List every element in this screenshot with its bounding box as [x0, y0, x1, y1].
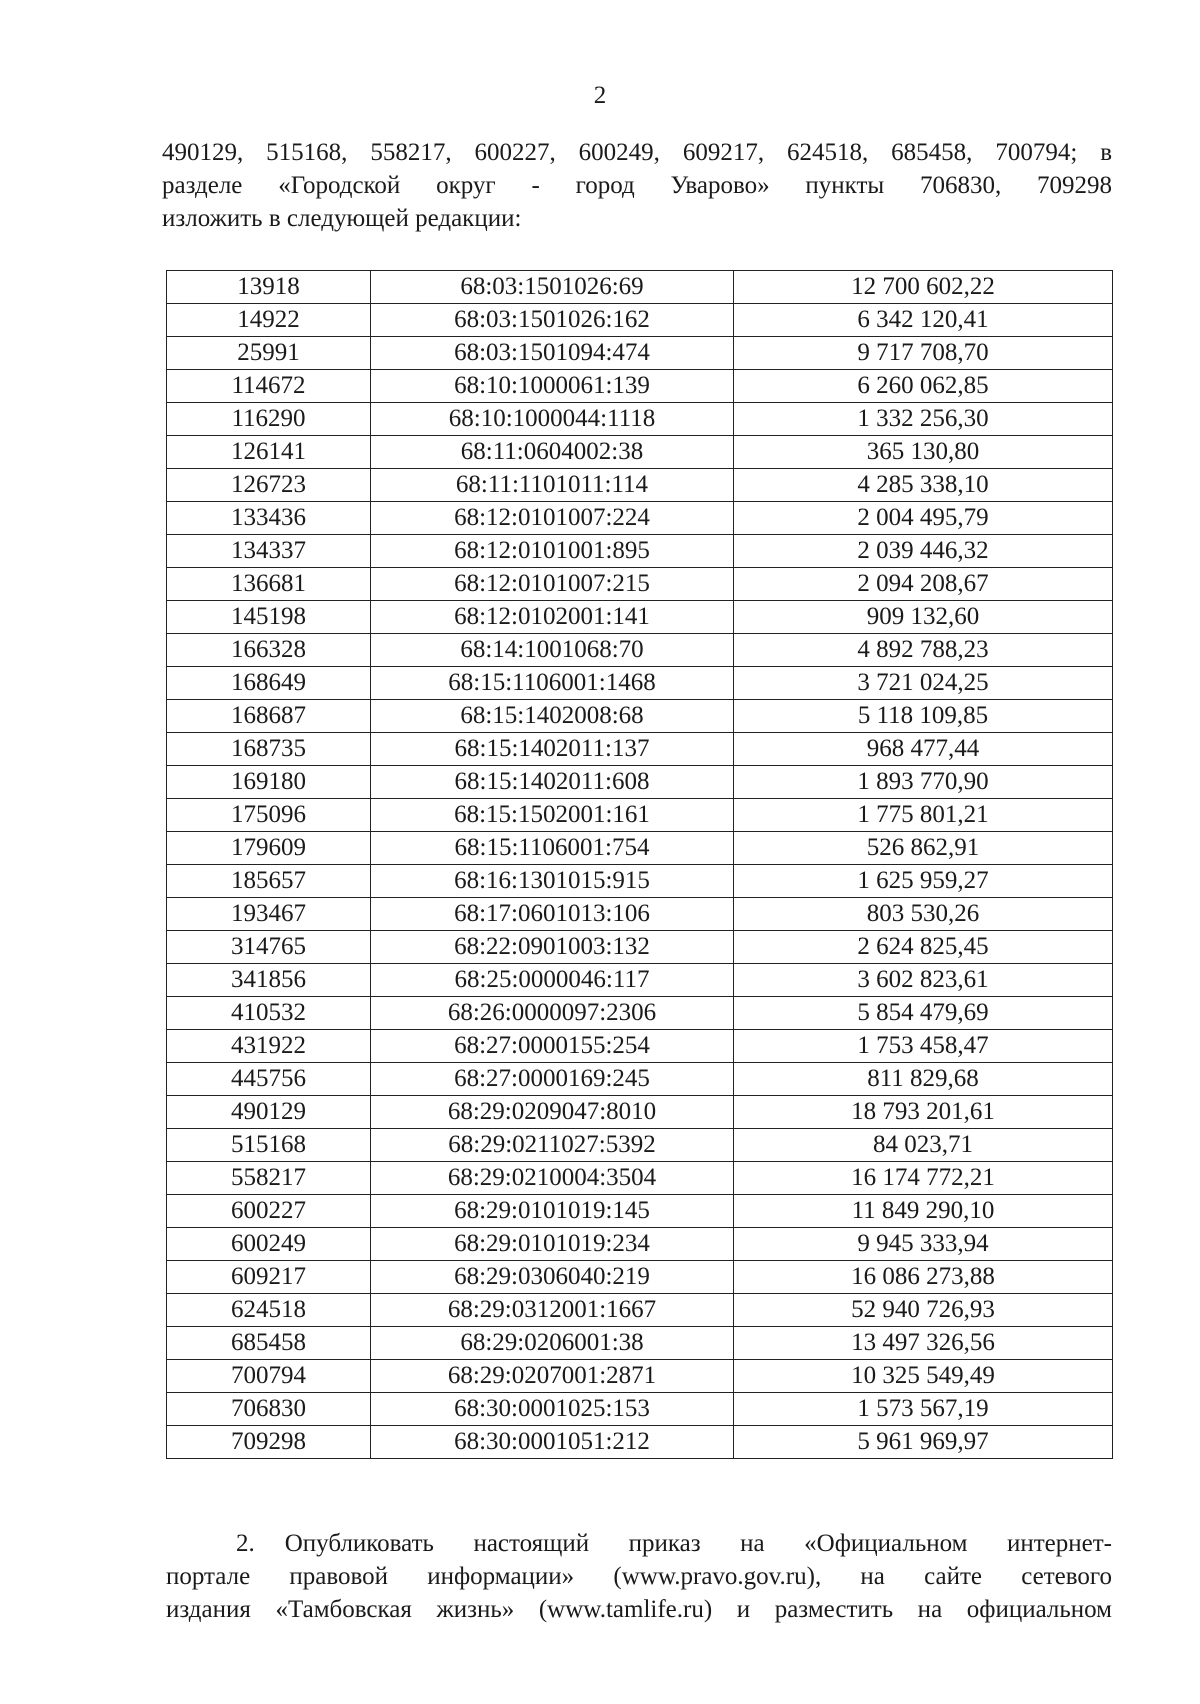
row-number-cell: 515168 — [167, 1129, 371, 1162]
table-row — [167, 700, 1113, 733]
paragraph-2 — [166, 1527, 1112, 1626]
row-number-cell: 168687 — [167, 700, 371, 733]
table-row — [167, 1096, 1113, 1129]
cadastral-number-cell: 68:29:0306040:219 — [371, 1261, 734, 1294]
table-row — [167, 337, 1113, 370]
table-row — [167, 601, 1113, 634]
cadastral-number-cell: 68:10:1000044:1118 — [371, 403, 734, 436]
cadastral-number-cell: 68:17:0601013:106 — [371, 898, 734, 931]
table-row — [167, 1063, 1113, 1096]
cadastral-value-cell: 9 945 333,94 — [734, 1228, 1113, 1261]
table-row — [167, 370, 1113, 403]
row-number-cell: 558217 — [167, 1162, 371, 1195]
paragraph-2-line-1-text: Опубликовать настоящий приказ на «Официальном интернет- — [284, 1530, 1112, 1557]
row-number-cell: 179609 — [167, 832, 371, 865]
row-number-cell: 431922 — [167, 1030, 371, 1063]
table-row — [167, 667, 1113, 700]
row-number-cell: 706830 — [167, 1393, 371, 1426]
row-number-cell: 624518 — [167, 1294, 371, 1327]
row-number-cell: 341856 — [167, 964, 371, 997]
cadastral-number-cell: 68:27:0000155:254 — [371, 1030, 734, 1063]
intro-line-3: изложить в следующей редакции: — [162, 205, 522, 232]
row-number-cell: 133436 — [167, 502, 371, 535]
row-number-cell: 490129 — [167, 1096, 371, 1129]
cadastral-value-cell: 6 342 120,41 — [734, 304, 1113, 337]
cadastral-number-cell: 68:27:0000169:245 — [371, 1063, 734, 1096]
cadastral-number-cell: 68:15:1402011:608 — [371, 766, 734, 799]
cadastral-value-cell: 2 004 495,79 — [734, 502, 1113, 535]
cadastral-value-cell: 9 717 708,70 — [734, 337, 1113, 370]
cadastral-value-cell: 1 753 458,47 — [734, 1030, 1113, 1063]
cadastral-value-cell: 84 023,71 — [734, 1129, 1113, 1162]
row-number-cell: 314765 — [167, 931, 371, 964]
cadastral-number-cell: 68:29:0101019:145 — [371, 1195, 734, 1228]
cadastral-number-cell: 68:14:1001068:70 — [371, 634, 734, 667]
row-number-cell: 136681 — [167, 568, 371, 601]
table-row — [167, 634, 1113, 667]
cadastral-number-cell: 68:03:1501026:69 — [371, 271, 734, 304]
cadastral-number-cell: 68:03:1501026:162 — [371, 304, 734, 337]
cadastral-number-cell: 68:15:1106001:754 — [371, 832, 734, 865]
row-number-cell: 25991 — [167, 337, 371, 370]
cadastral-number-cell: 68:29:0210004:3504 — [371, 1162, 734, 1195]
table-row — [167, 304, 1113, 337]
cadastral-value-cell: 1 625 959,27 — [734, 865, 1113, 898]
table-row — [167, 1294, 1113, 1327]
cadastral-value-cell: 365 130,80 — [734, 436, 1113, 469]
cadastral-value-cell: 811 829,68 — [734, 1063, 1113, 1096]
cadastral-number-cell: 68:29:0206001:38 — [371, 1327, 734, 1360]
cadastral-value-table — [166, 270, 1113, 1459]
row-number-cell: 445756 — [167, 1063, 371, 1096]
row-number-cell: 166328 — [167, 634, 371, 667]
cadastral-number-cell: 68:03:1501094:474 — [371, 337, 734, 370]
table-row — [167, 469, 1113, 502]
table-row — [167, 1162, 1113, 1195]
paragraph-2-line-1 — [166, 1527, 1112, 1560]
table-row — [167, 403, 1113, 436]
cadastral-number-cell: 68:29:0207001:2871 — [371, 1360, 734, 1393]
cadastral-value-cell: 13 497 326,56 — [734, 1327, 1113, 1360]
cadastral-value-cell: 16 174 772,21 — [734, 1162, 1113, 1195]
table-row — [167, 1195, 1113, 1228]
cadastral-value-cell: 4 285 338,10 — [734, 469, 1113, 502]
cadastral-number-cell: 68:15:1402008:68 — [371, 700, 734, 733]
row-number-cell: 168735 — [167, 733, 371, 766]
cadastral-value-cell: 2 094 208,67 — [734, 568, 1113, 601]
cadastral-number-cell: 68:29:0101019:234 — [371, 1228, 734, 1261]
cadastral-value-cell: 5 854 479,69 — [734, 997, 1113, 1030]
cadastral-number-cell: 68:12:0101001:895 — [371, 535, 734, 568]
cadastral-number-cell: 68:29:0312001:1667 — [371, 1294, 734, 1327]
cadastral-value-cell: 1 893 770,90 — [734, 766, 1113, 799]
table-body — [167, 271, 1113, 1459]
row-number-cell: 609217 — [167, 1261, 371, 1294]
cadastral-value-cell: 3 721 024,25 — [734, 667, 1113, 700]
row-number-cell: 175096 — [167, 799, 371, 832]
row-number-cell: 145198 — [167, 601, 371, 634]
row-number-cell: 193467 — [167, 898, 371, 931]
cadastral-number-cell: 68:12:0102001:141 — [371, 601, 734, 634]
table-row — [167, 865, 1113, 898]
row-number-cell: 700794 — [167, 1360, 371, 1393]
intro-paragraph — [162, 136, 1112, 235]
row-number-cell: 134337 — [167, 535, 371, 568]
table-row — [167, 502, 1113, 535]
paragraph-2-number: 2. — [236, 1530, 255, 1557]
table-row — [167, 799, 1113, 832]
row-number-cell: 685458 — [167, 1327, 371, 1360]
table-row — [167, 997, 1113, 1030]
intro-line-1: 490129, 515168, 558217, 600227, 600249, 609217, 624518, 685458, 700794; в — [162, 139, 1112, 166]
row-number-cell: 169180 — [167, 766, 371, 799]
cadastral-number-cell: 68:15:1502001:161 — [371, 799, 734, 832]
row-number-cell: 114672 — [167, 370, 371, 403]
cadastral-value-cell: 909 132,60 — [734, 601, 1113, 634]
cadastral-value-cell: 2 624 825,45 — [734, 931, 1113, 964]
cadastral-number-cell: 68:11:0604002:38 — [371, 436, 734, 469]
cadastral-value-cell: 526 862,91 — [734, 832, 1113, 865]
row-number-cell: 709298 — [167, 1426, 371, 1459]
table-row — [167, 898, 1113, 931]
paragraph-2-line-3: издания «Тамбовская жизнь» (www.tamlife.ru) и разместить на официальном — [166, 1596, 1112, 1623]
cadastral-value-cell: 11 849 290,10 — [734, 1195, 1113, 1228]
row-number-cell: 600249 — [167, 1228, 371, 1261]
table-row — [167, 733, 1113, 766]
cadastral-value-cell: 968 477,44 — [734, 733, 1113, 766]
cadastral-value-cell: 3 602 823,61 — [734, 964, 1113, 997]
row-number-cell: 126723 — [167, 469, 371, 502]
table-row — [167, 931, 1113, 964]
cadastral-value-cell: 12 700 602,22 — [734, 271, 1113, 304]
cadastral-number-cell: 68:15:1402011:137 — [371, 733, 734, 766]
table-row — [167, 832, 1113, 865]
cadastral-value-cell: 5 118 109,85 — [734, 700, 1113, 733]
cadastral-value-cell: 2 039 446,32 — [734, 535, 1113, 568]
cadastral-number-cell: 68:30:0001025:153 — [371, 1393, 734, 1426]
page-number: 2 — [593, 82, 607, 109]
cadastral-number-cell: 68:11:1101011:114 — [371, 469, 734, 502]
cadastral-value-cell: 4 892 788,23 — [734, 634, 1113, 667]
row-number-cell: 13918 — [167, 271, 371, 304]
cadastral-number-cell: 68:22:0901003:132 — [371, 931, 734, 964]
cadastral-number-cell: 68:29:0209047:8010 — [371, 1096, 734, 1129]
cadastral-value-cell: 1 573 567,19 — [734, 1393, 1113, 1426]
cadastral-number-cell: 68:30:0001051:212 — [371, 1426, 734, 1459]
table-row — [167, 1426, 1113, 1459]
table-row — [167, 1360, 1113, 1393]
table-row — [167, 271, 1113, 304]
cadastral-value-cell: 5 961 969,97 — [734, 1426, 1113, 1459]
row-number-cell: 168649 — [167, 667, 371, 700]
row-number-cell: 126141 — [167, 436, 371, 469]
cadastral-number-cell: 68:12:0101007:224 — [371, 502, 734, 535]
table-row — [167, 1261, 1113, 1294]
cadastral-value-cell: 1 332 256,30 — [734, 403, 1113, 436]
cadastral-value-cell: 803 530,26 — [734, 898, 1113, 931]
intro-line-2: разделе «Городской округ - город Уварово» пункты 706830, 709298 — [162, 172, 1112, 199]
cadastral-number-cell: 68:15:1106001:1468 — [371, 667, 734, 700]
table-row — [167, 1327, 1113, 1360]
row-number-cell: 600227 — [167, 1195, 371, 1228]
table-row — [167, 568, 1113, 601]
cadastral-value-cell: 6 260 062,85 — [734, 370, 1113, 403]
cadastral-number-cell: 68:26:0000097:2306 — [371, 997, 734, 1030]
table-row — [167, 1228, 1113, 1261]
cadastral-value-cell: 1 775 801,21 — [734, 799, 1113, 832]
cadastral-number-cell: 68:12:0101007:215 — [371, 568, 734, 601]
table-row — [167, 1030, 1113, 1063]
row-number-cell: 116290 — [167, 403, 371, 436]
cadastral-number-cell: 68:29:0211027:5392 — [371, 1129, 734, 1162]
row-number-cell: 410532 — [167, 997, 371, 1030]
cadastral-number-cell: 68:25:0000046:117 — [371, 964, 734, 997]
cadastral-number-cell: 68:10:1000061:139 — [371, 370, 734, 403]
row-number-cell: 185657 — [167, 865, 371, 898]
cadastral-number-cell: 68:16:1301015:915 — [371, 865, 734, 898]
table-row — [167, 964, 1113, 997]
cadastral-value-cell: 16 086 273,88 — [734, 1261, 1113, 1294]
table-row — [167, 535, 1113, 568]
cadastral-value-cell: 18 793 201,61 — [734, 1096, 1113, 1129]
row-number-cell: 14922 — [167, 304, 371, 337]
table-row — [167, 766, 1113, 799]
table-row — [167, 436, 1113, 469]
table-row — [167, 1129, 1113, 1162]
cadastral-value-cell: 52 940 726,93 — [734, 1294, 1113, 1327]
paragraph-2-line-2: портале правовой информации» (www.pravo.gov.ru), на сайте сетевого — [166, 1563, 1112, 1590]
table-row — [167, 1393, 1113, 1426]
cadastral-value-cell: 10 325 549,49 — [734, 1360, 1113, 1393]
